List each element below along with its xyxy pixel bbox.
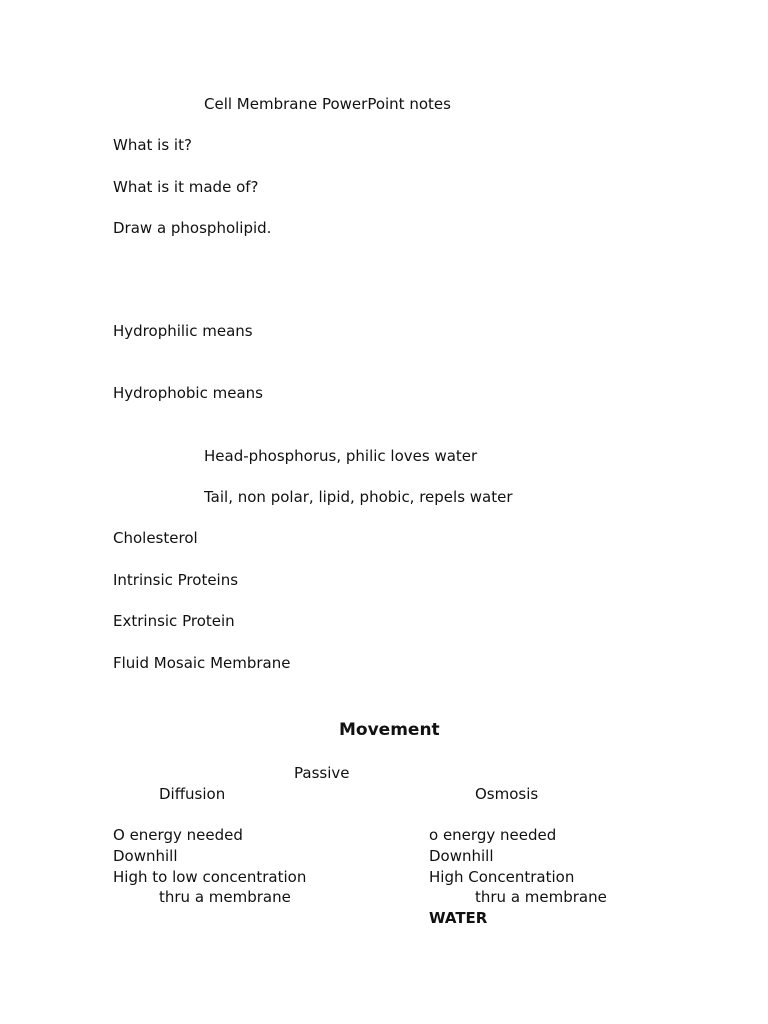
diffusion-line: Downhill (113, 847, 178, 865)
diffusion-line: O energy needed (113, 826, 243, 844)
diffusion-title: Diffusion (159, 785, 226, 803)
question-what-is-it: What is it? (113, 136, 192, 154)
passive-subheading: Passive (294, 764, 350, 782)
osmosis-water-emphasis: WATER (429, 909, 488, 927)
term-cholesterol: Cholesterol (113, 529, 198, 547)
note-tail: Tail, non polar, lipid, phobic, repels water (204, 488, 513, 506)
question-draw-phospholipid: Draw a phospholipid. (113, 219, 272, 237)
question-hydrophilic: Hydrophilic means (113, 322, 253, 340)
osmosis-line: High Concentration (429, 868, 575, 886)
question-hydrophobic: Hydrophobic means (113, 384, 263, 402)
term-fluid-mosaic: Fluid Mosaic Membrane (113, 654, 291, 672)
question-made-of: What is it made of? (113, 178, 259, 196)
diffusion-line: High to low concentration (113, 868, 307, 886)
term-intrinsic-proteins: Intrinsic Proteins (113, 571, 239, 589)
term-extrinsic-protein: Extrinsic Protein (113, 612, 235, 630)
page-title: Cell Membrane PowerPoint notes (204, 95, 451, 113)
osmosis-line: o energy needed (429, 826, 557, 844)
note-head: Head-phosphorus, philic loves water (204, 447, 478, 465)
movement-heading: Movement (339, 720, 440, 740)
diffusion-line: thru a membrane (159, 888, 291, 906)
osmosis-line: thru a membrane (475, 888, 607, 906)
osmosis-line: Downhill (429, 847, 494, 865)
osmosis-title: Osmosis (475, 785, 539, 803)
